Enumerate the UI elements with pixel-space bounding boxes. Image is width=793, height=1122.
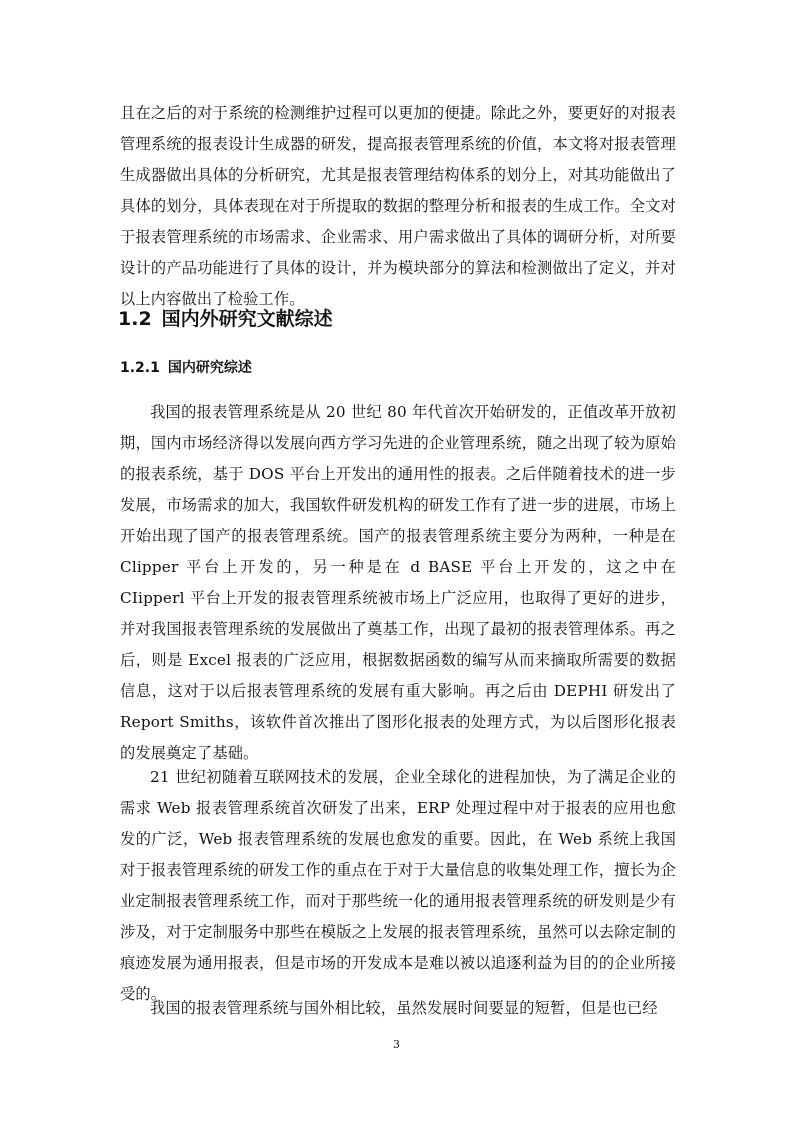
page-number: 3: [393, 1038, 400, 1051]
body-paragraph-web-era: 21 世纪初随着互联网技术的发展，企业全球化的进程加快，为了满足企业的需求 Web 报表管理系统首次研发了出来，ERP 处理过程中对于报表的应用也愈发的广泛，Web 报表管理系统的发展也愈发的重要。因此，在 Web 系统上我国对于报表管理系统的研发工作的重点在于对于大量信息的收集处理工作，擅长为企业定制报表管理系统工作，而对于那些统一化的通用报表管理系统的研发则是少有涉及，对于定制服务中那些在模版之上发展的报表管理系统，虽然可以去除定制的痕迹发展为通用报表，但是市场的开发成本是难以被以追逐利益为目的的企业所接受的。: [120, 768, 676, 1003]
subsection-heading: [120, 354, 252, 382]
section-number: 1.2: [118, 308, 152, 330]
section-title: 国内外研究文献综述: [161, 308, 333, 330]
subsection-title: 国内研究综述: [167, 360, 252, 376]
section-heading: [118, 304, 333, 334]
subsection-number: 1.2.1: [120, 360, 160, 376]
body-paragraph-comparison: 我国的报表管理系统与国外相比较，虽然发展时间要显的短暂，但是也已经: [150, 999, 658, 1017]
body-paragraph-domestic-history: 我国的报表管理系统是从 20 世纪 80 年代首次开始研发的，正值改革开放初期，国内市场经济得以发展向西方学习先进的企业管理系统，随之出现了较为原始的报表系统，基于 DOS 平台上开发出的通用性的报表。之后伴随着技术的进一步发展，市场需求的加大，我国软件研发机构的研发工作有了进一步的进展，市场上开始出现了国产的报表管理系统。国产的报表管理系统主要分为两种，一种是在 Clipper 平台上开发的，另一种是在 d BASE 平台上开发的，这之中在 CIipperl 平台上开发的报表管理系统被市场上广泛应用，也取得了更好的进步，并对我国报表管理系统的发展做出了奠基工作，出现了最初的报表管理体系。再之后，则是 Excel 报表的广泛应用，根据数据函数的编写从而来摘取所需要的数据信息，这对于以后报表管理系统的发展有重大影响。再之后由 DEPHI 研发出了 Report Smiths，该软件首次推出了图形化报表的处理方式，为以后图形化报表的发展奠定了基础。: [120, 403, 676, 762]
intro-paragraph: 且在之后的对于系统的检测维护过程可以更加的便捷。除此之外，要更好的对报表管理系统的报表设计生成器的研发，提高报表管理系统的价值，本文将对报表管理生成器做出具体的分析研究，尤其是报表管理结构体系的划分上，对其功能做出了具体的划分，具体表现在对于所提取的数据的整理分析和报表的生成工作。全文对于报表管理系统的市场需求、企业需求、用户需求做出了具体的调研分析，对所要设计的产品功能进行了具体的设计，并为模块部分的算法和检测做出了定义，并对以上内容做出了检验工作。: [120, 104, 676, 308]
